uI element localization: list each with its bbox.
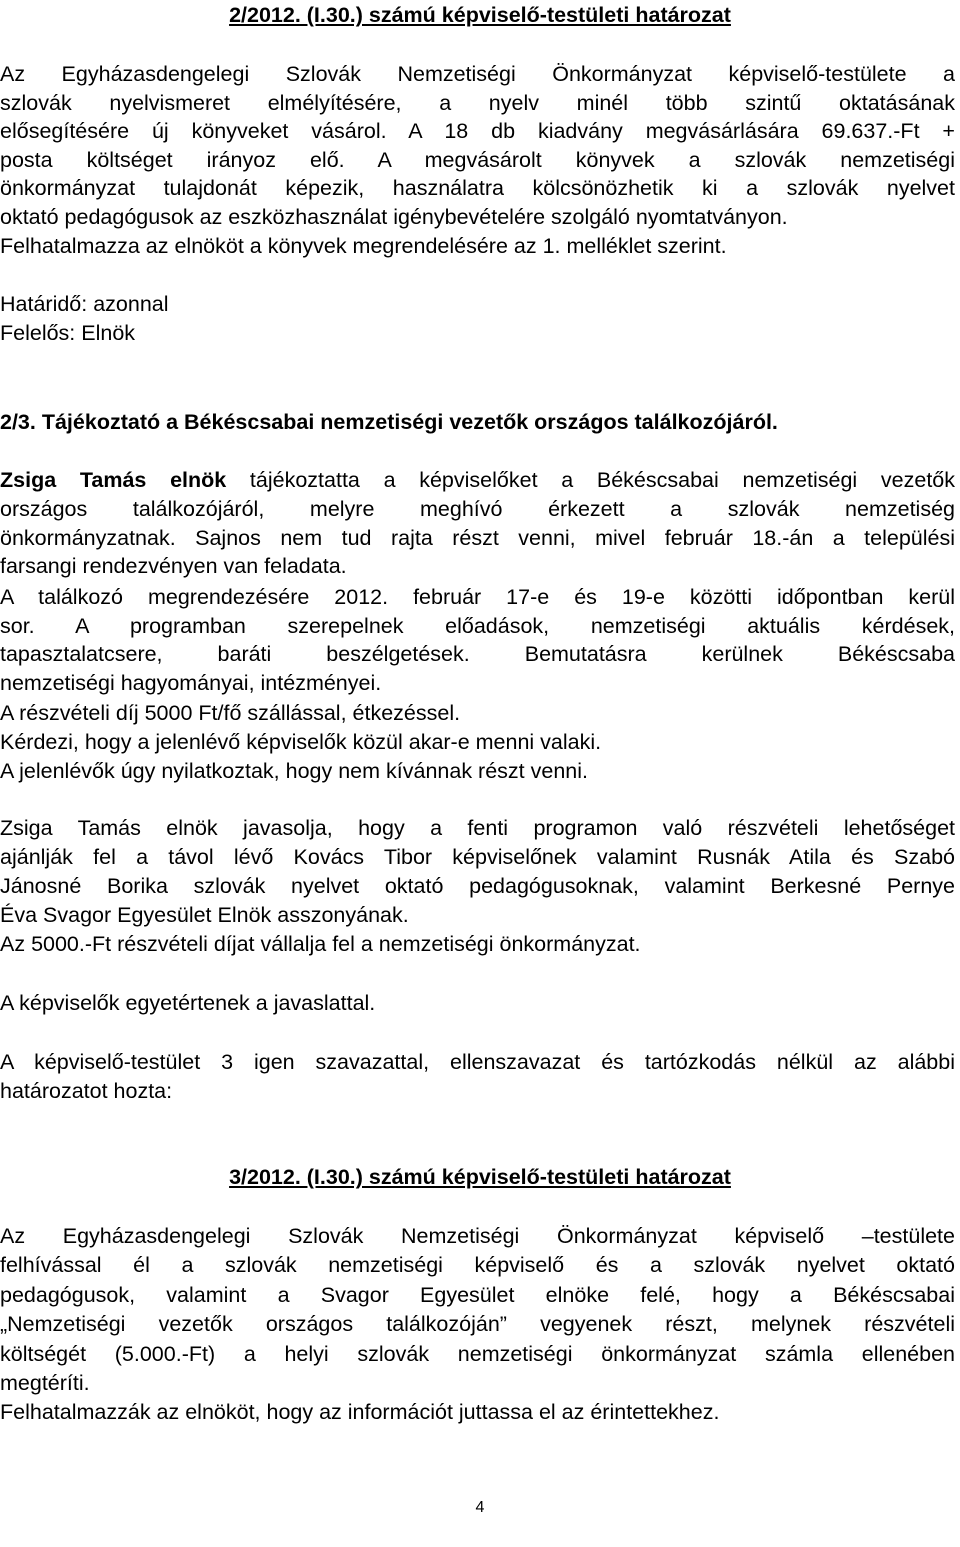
- paragraph-line: költségét (5.000.-Ft) a helyi szlovák nemzetiségi önkormányzat számla ellenében: [0, 1342, 955, 1366]
- paragraph-line: Az Egyházasdengelegi Szlovák Nemzetiségi Önkormányzat képviselő –testülete: [0, 1224, 955, 1248]
- paragraph-line: farsangi rendezvényen van feladata.: [0, 554, 347, 578]
- paragraph-line: [0, 467, 955, 494]
- paragraph-line: szlovák nyelvismeret elmélyítésére, a nyelv minél több szintű oktatásának: [0, 91, 955, 115]
- paragraph-line: Felhatalmazzák az elnököt, hogy az információt juttassa el az érintettekhez.: [0, 1400, 720, 1424]
- agenda-item-heading: 2/3. Tájékoztató a Békéscsabai nemzetiségi vezetők országos találkozójáról.: [0, 410, 778, 434]
- agreement-text: A képviselők egyetértenek a javaslattal.: [0, 991, 376, 1015]
- paragraph-line: Az Egyházasdengelegi Szlovák Nemzetiségi Önkormányzat képviselő-testülete a: [0, 62, 955, 86]
- paragraph-line: pedagógusok, valamint a Svagor Egyesület elnöke felé, hogy a Békéscsabai: [0, 1283, 955, 1307]
- paragraph-line: megtéríti.: [0, 1371, 90, 1395]
- paragraph-line: ajánlják fel a távol lévő Kovács Tibor képviselőnek valamint Rusnák Atila és Szabó: [0, 845, 955, 869]
- paragraph-line: Felhatalmazza az elnököt a könyvek megrendelésére az 1. melléklet szerint.: [0, 234, 727, 258]
- paragraph-line: A jelenlévők úgy nyilatkoztak, hogy nem kívánnak részt venni.: [0, 759, 588, 783]
- paragraph-line: posta költséget irányoz elő. A megvásárolt könyvek a szlovák nemzetiségi: [0, 148, 955, 172]
- page-number: 4: [475, 1499, 485, 1516]
- paragraph-line: Az 5000.-Ft részvételi díjat vállalja fel a nemzetiségi önkormányzat.: [0, 932, 641, 956]
- paragraph-line: nemzetiségi hagyományai, intézményei.: [0, 671, 382, 695]
- paragraph-line: Jánosné Borika szlovák nyelvet oktató pedagógusoknak, valamint Berkesné Pernye: [0, 874, 955, 898]
- paragraph-line: oktató pedagógusok az eszközhasználat igénybevételére szolgáló nyomtatványon.: [0, 205, 788, 229]
- paragraph-line: sor. A programban szerepelnek előadások, nemzetiségi aktuális kérdések,: [0, 614, 955, 638]
- vote-line: határozatot hozta:: [0, 1079, 173, 1103]
- deadline-text: Határidő: azonnal: [0, 292, 169, 316]
- responsible-text: Felelős: Elnök: [0, 321, 136, 345]
- paragraph-line: önkormányzatnak. Sajnos nem tud rajta részt venni, mivel február 18.-án a települési: [0, 526, 955, 550]
- paragraph-line: önkormányzat tulajdonát képezik, használatra kölcsönözhetik ki a szlovák nyelvet: [0, 176, 955, 200]
- paragraph-line: elősegítésére új könyveket vásárol. A 18 db kiadvány megvásárlására 69.637.-Ft +: [0, 119, 955, 143]
- paragraph-text: tájékoztatta a képviselőket a Békéscsabai nemzetiségi vezetők: [226, 468, 955, 492]
- paragraph-line: Éva Svagor Egyesület Elnök asszonyának.: [0, 903, 409, 927]
- paragraph-line: A részvételi díj 5000 Ft/fő szállással, étkezéssel.: [0, 701, 461, 725]
- paragraph-line: Kérdezi, hogy a jelenlévő képviselők közül akar-e menni valaki.: [0, 730, 602, 754]
- resolution-title-2-2012: 2/2012. (I.30.) számú képviselő-testületi határozat: [229, 3, 731, 27]
- paragraph-line: „Nemzetiségi vezetők országos találkozóján” vegyenek részt, melynek részvételi: [0, 1312, 955, 1336]
- chairman-name: Zsiga Tamás elnök: [0, 468, 227, 492]
- paragraph-line: tapasztalatcsere, baráti beszélgetések. Bemutatásra kerülnek Békéscsaba: [0, 642, 955, 666]
- paragraph-line: országos találkozójáról, melyre meghívó érkezett a szlovák nemzetiség: [0, 497, 955, 521]
- paragraph-line: felhívással él a szlovák nemzetiségi képviselő és a szlovák nyelvet oktató: [0, 1253, 955, 1277]
- paragraph-line: Zsiga Tamás elnök javasolja, hogy a fenti programon való részvételi lehetőséget: [0, 816, 955, 840]
- vote-line: A képviselő-testület 3 igen szavazattal, ellenszavazat és tartózkodás nélkül az alábbi: [0, 1050, 955, 1074]
- resolution-title-3-2012: 3/2012. (I.30.) számú képviselő-testületi határozat: [229, 1165, 731, 1189]
- paragraph-line: A találkozó megrendezésére 2012. február 17-e és 19-e közötti időpontban kerül: [0, 585, 955, 609]
